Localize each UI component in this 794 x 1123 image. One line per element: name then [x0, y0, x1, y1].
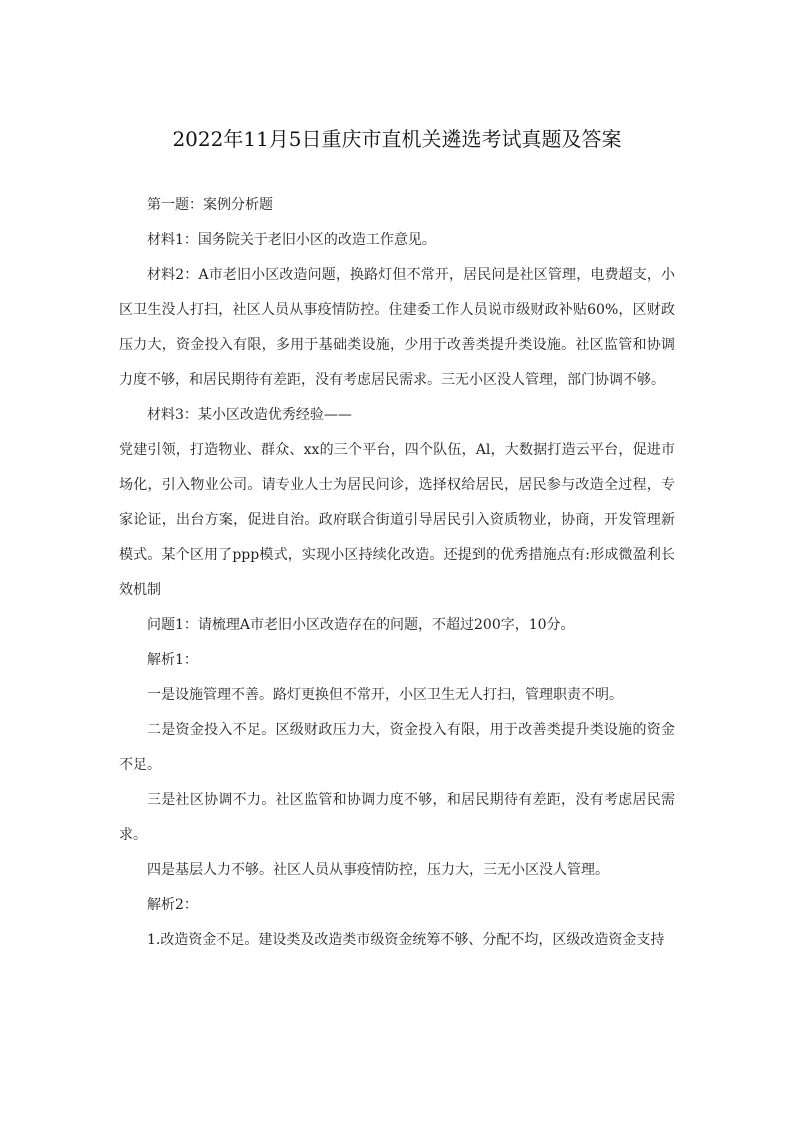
analysis-1-point-1: 一是设施管理不善。路灯更换但不常开，小区卫生无人打扫，管理职责不明。 — [147, 687, 623, 703]
analysis-2-heading: 解析2： — [147, 897, 198, 913]
document-body — [119, 188, 675, 958]
analysis-2-point-1: 1.改造资金不足。建设类及改造类市级资金统筹不够、分配不均，区级改造资金支持 — [147, 932, 665, 948]
analysis-1-point-3: 三是社区协调不力。社区监管和协调力度不够，和居民期待有差距，没有考虑居民需求。 — [119, 792, 675, 843]
material-3-body: 党建引领，打造物业、群众、xx的三个平台，四个队伍，Al，大数据打造云平台，促进市场化，引入物业公司。请专业人士为居民问诊，选择权给居民，居民参与改造全过程，专家论证，出台方案，促进自治。政府联合街道引导居民引入资质物业，协商，开发管理新模式。某个区用了ppp模式，实现小区持续化改造。还提到的优秀措施点有:形成微盈利长效机制 — [119, 442, 675, 598]
analysis-1-point-2: 二是资金投入不足。区级财政压力大，资金投入有限，用于改善类提升类设施的资金不足。 — [119, 722, 675, 773]
section-heading: 第一题：案例分析题 — [147, 197, 273, 213]
material-2: 材料2：A市老旧小区改造问题，换路灯但不常开，居民问是社区管理，电费超支，小区卫生没人打扫，社区人员从事疫情防控。住建委工作人员说市级财政补贴60%，区财政压力大，资金投入有限，多用于基础类设施，少用于改善类提升类设施。社区监管和协调力度不够，和居民期待有差距，没有考虑居民需求。三无小区没人管理，部门协调不够。 — [119, 267, 675, 388]
analysis-1-heading: 解析1： — [147, 652, 198, 668]
document-title: 2022年11月5日重庆市直机关遴选考试真题及答案 — [172, 127, 622, 151]
material-3-heading: 材料3：某小区改造优秀经验—— — [147, 407, 352, 423]
analysis-1-point-4: 四是基层人力不够。社区人员从事疫情防控，压力大，三无小区没人管理。 — [147, 862, 609, 878]
question-1: 问题1：请梳理A市老旧小区改造存在的问题，不超过200字，10分。 — [147, 617, 575, 633]
material-1: 材料1：国务院关于老旧小区的改造工作意见。 — [147, 232, 436, 248]
